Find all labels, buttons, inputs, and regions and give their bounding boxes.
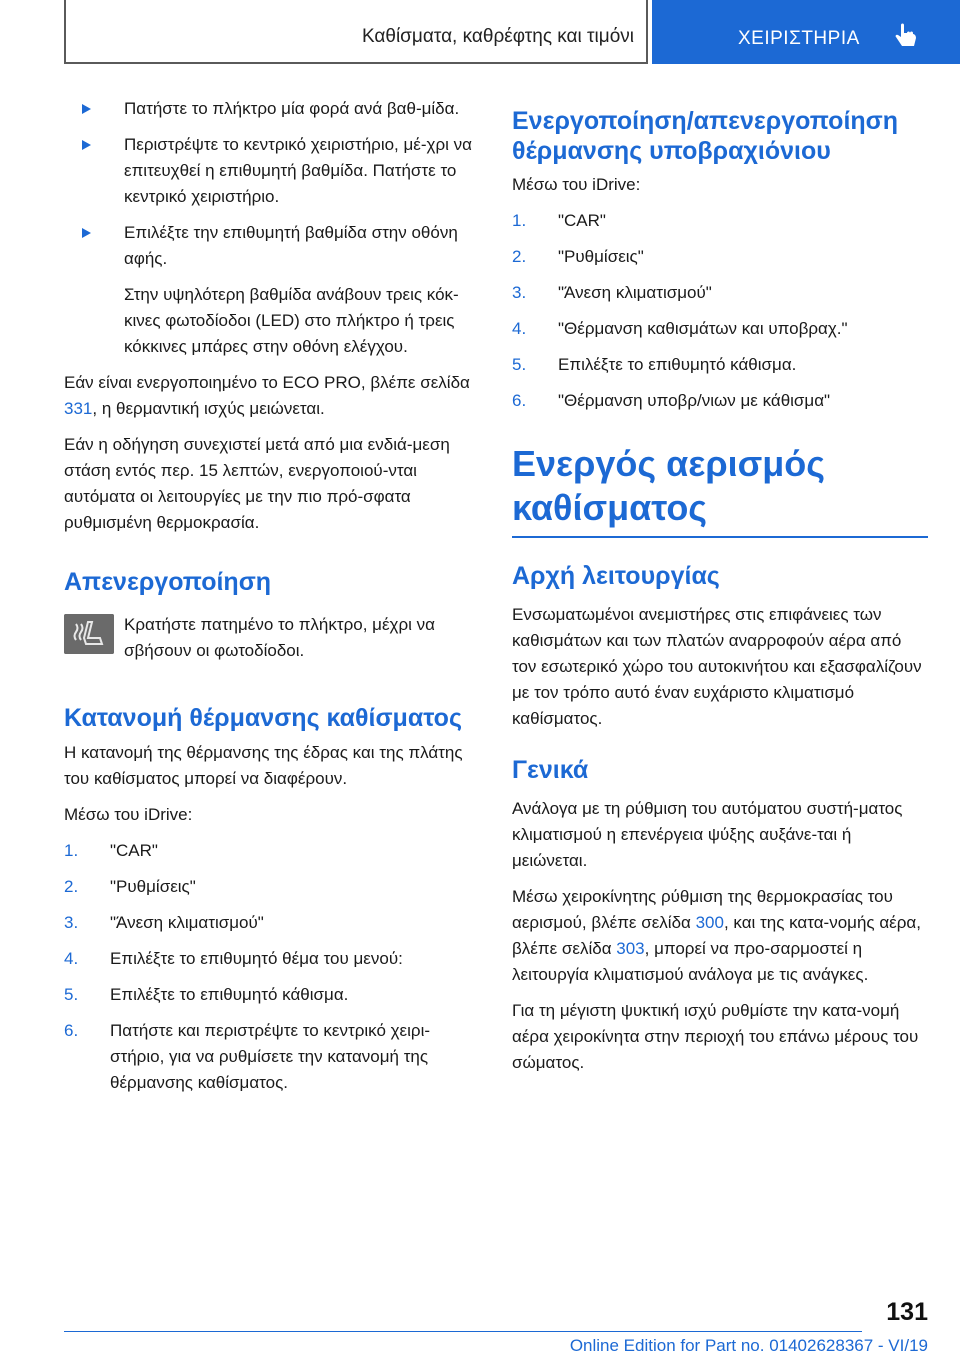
- list-item: 1. "CAR": [512, 211, 606, 230]
- left-column: [64, 96, 476, 1106]
- via-idrive: Μέσω του iDrive:: [512, 175, 641, 194]
- ventilation-title: Ενεργός αερισμός καθίσματος: [512, 443, 825, 528]
- distribution-text: Η κατανομή της θέρμανσης της έδρας και της πλάτης του καθίσματος μπορεί να διαφέρουν.: [64, 743, 463, 788]
- deactivate-heading: Απενεργοποίηση: [64, 568, 272, 596]
- general-text-1: Ανάλογα με τη ρύθμιση του αυτόματου συστή-ματος κλιματισμού η επενέργεια ψύξης αυξάνε-ται ή μειώνεται.: [512, 799, 903, 870]
- page-link-303[interactable]: 303: [616, 939, 645, 958]
- footer-divider: [64, 1331, 862, 1332]
- list-item: 1. "CAR": [64, 841, 158, 860]
- general-text-3: Για τη μέγιστη ψυκτική ισχύ ρυθμίστε την κατα-νομή αέρα χειροκίνητα στην περιοχή του επάνω μέρους του σώματος.: [512, 1001, 919, 1072]
- backrest-steps: [512, 208, 928, 414]
- page-link-300[interactable]: 300: [695, 913, 724, 932]
- bullet-item: Περιστρέψτε το κεντρικό χειριστήριο, μέ-χρι να επιτευχθεί η επιθυμητή βαθμίδα. Πατήστε το κεντρικό χειριστήριο.: [64, 132, 476, 210]
- backrest-heading: Ενεργοποίηση/απενεργοποίηση θέρμανσης υποβραχιόνιου: [512, 107, 899, 165]
- list-item: 4. Επιλέξτε το επιθυμητό θέμα του μενού:: [64, 949, 403, 968]
- list-item: 6. Πατήστε και περιστρέψτε το κεντρικό χειρι-στήριο, για να ρυθμίσετε την κατανομή της θέρμανσης καθίσματος.: [64, 1021, 431, 1092]
- list-item: 5. Επιλέξτε το επιθυμητό κάθισμα.: [64, 985, 349, 1004]
- list-item: 2. "Ρυθμίσεις": [64, 877, 196, 896]
- led-note: Στην υψηλότερη βαθμίδα ανάβουν τρεις κόκ-κινες φωτοδίοδοι (LED) στο πλήκτρο ή τρεις κόκκινες μπάρες στην οθόνη ελέγχου.: [124, 285, 459, 356]
- general-heading: Γενικά: [512, 756, 589, 784]
- edition-note: Online Edition for Part no. 01402628367 - VI/19: [569, 1336, 928, 1355]
- via-idrive: Μέσω του iDrive:: [64, 805, 193, 824]
- page-number: 131: [886, 1298, 928, 1326]
- principle-heading: Αρχή λειτουργίας: [512, 562, 720, 590]
- general-text-2: Μέσω χειροκίνητης ρύθμιση της θερμοκρασίας του αερισμού, βλέπε σελίδα 300, και της κατα-νομής αέρα, βλέπε σελίδα 303, μπορεί να προ-σαρμοστεί η λειτουργία κλιματισμού ανάλογα με τις ανάγκες.: [512, 887, 921, 984]
- list-item: 2. "Ρυθμίσεις": [512, 247, 644, 266]
- page-link-331[interactable]: 331: [64, 399, 93, 418]
- chapter-label: ΧΕΙΡΙΣΤΗΡΙΑ: [738, 28, 860, 49]
- title-divider: [512, 536, 928, 538]
- list-item: 3. "Άνεση κλιματισμού": [512, 283, 712, 302]
- bullet-item: Επιλέξτε την επιθυμητή βαθμίδα στην οθόνη αφής.: [64, 220, 476, 272]
- deactivate-row: [64, 612, 476, 670]
- distribution-steps: [64, 838, 476, 1096]
- principle-text: Ενσωματωμένοι ανεμιστήρες στις επιφάνειες των καθισμάτων και των πλατών αναρροφούν αέρα από τον εσωτερικό χώρο του αυτοκινήτου και εξασφαλίζουν με τον τρόπο αυτό έναν ευχάριστο κλιματισμό καθίσματος.: [512, 605, 922, 728]
- eco-note-pre: Εάν είναι ενεργοποιημένο το ECO PRO, βλέπε σελίδα: [64, 373, 470, 392]
- list-item: 3. "Άνεση κλιματισμού": [64, 913, 264, 932]
- list-item: 6. "Θέρμανση υποβρ/νιων με κάθισμα": [512, 391, 831, 410]
- eco-note-post: , η θερμαντική ισχύς μειώνεται.: [92, 399, 325, 418]
- deactivate-text: Κρατήστε πατημένο το πλήκτρο, μέχρι να σβήσουν οι φωτοδίοδοι.: [124, 615, 435, 660]
- bullet-item: Πατήστε το πλήκτρο μία φορά ανά βαθ-μίδα.: [64, 96, 476, 122]
- eco-note: [64, 370, 476, 422]
- hand-pointer-icon: [892, 22, 922, 52]
- distribution-heading: Κατανομή θέρμανσης καθίσματος: [64, 704, 462, 732]
- list-item: 4. "Θέρμανση καθισμάτων και υποβραχ.": [512, 319, 848, 338]
- section-title: Καθίσματα, καθρέφτης και τιμόνι: [361, 26, 634, 47]
- seat-heating-icon: [64, 614, 114, 654]
- right-column: [512, 96, 928, 1086]
- interrupt-note: Εάν η οδήγηση συνεχιστεί μετά από μια ενδιά-μεση στάση εντός περ. 15 λεπτών, ενεργοποιού-νται αυτόματα οι λειτουργίες με την πιο πρό-σφατα ρυθμισμένη θερμοκρασία.: [64, 435, 450, 532]
- list-item: 5. Επιλέξτε το επιθυμητό κάθισμα.: [512, 355, 797, 374]
- chapter-tab[interactable]: [652, 0, 960, 64]
